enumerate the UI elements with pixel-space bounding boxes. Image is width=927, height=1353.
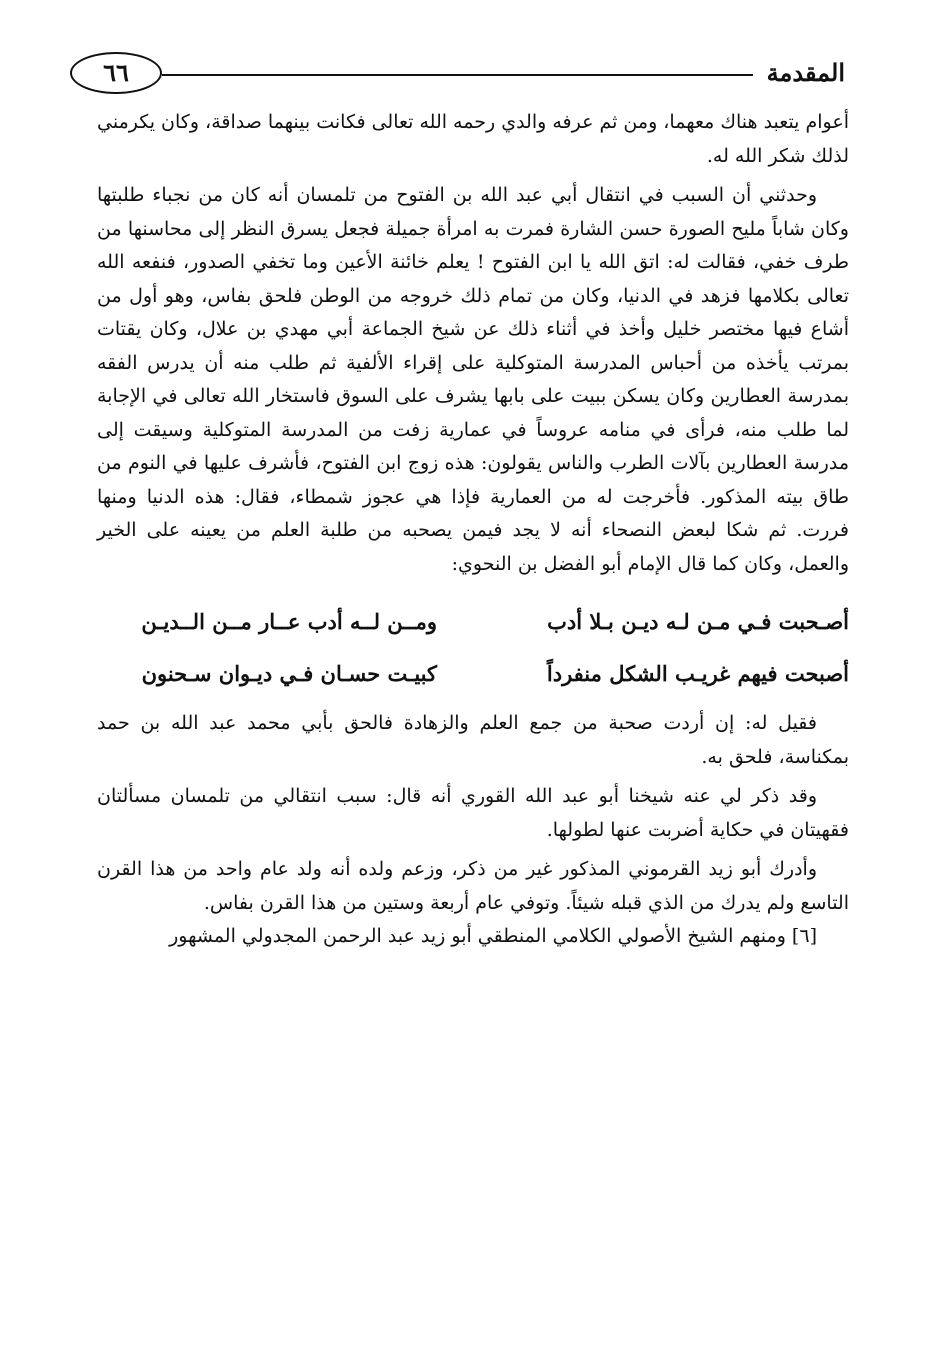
verse-second-hemistich: ومــن لــه أدب عــار مــن الــديـن xyxy=(141,608,437,634)
entry-start-paragraph: [٦] ومنهم الشيخ الأصولي الكلامي المنطقي أبو زيد عبد الرحمن المجدولي المشهور xyxy=(169,925,817,947)
running-header xyxy=(70,52,845,96)
paragraph: أعوام يتعبد هناك معهما، ومن ثم عرفه والدي رحمه الله تعالى فكانت بينهما صداقة، وكان يكرمني لذلك شكر الله له. xyxy=(97,111,849,167)
paragraph: وأدرك أبو زيد القرموني المذكور غير من ذكر، وزعم ولده أنه ولد عام واحد من هذا القرن التاسع ولم يدرك من الذي قبله شيئاً. وتوفي عام أربعة وستين من هذا القرن بفاس. xyxy=(97,858,849,914)
verse-second-hemistich: كبيـت حسـان فـي ديـوان سـحنون xyxy=(141,660,437,686)
poem xyxy=(97,595,849,699)
verse-first-hemistich: أصـحبت فـي مـن لـه ديـن بـلا أدب xyxy=(547,608,849,634)
header-rule xyxy=(162,74,753,76)
paragraph: فقيل له: إن أردت صحبة من جمع العلم والزهادة فالحق بأبي محمد عبد الله بن حمد بمكناسة، فلحق به. xyxy=(97,712,849,768)
section-title: المقدمة xyxy=(766,58,845,87)
poem-verse xyxy=(97,595,849,647)
verse-first-hemistich: أصبحت فيهم غريـب الشكل منفرداً xyxy=(546,660,849,686)
paragraph: وقد ذكر لي عنه شيخنا أبو عبد الله القوري أنه قال: سبب انتقالي من تلمسان مسألتان فقهيتان في حكاية أضربت عنها لطولها. xyxy=(97,785,849,841)
poem-verse xyxy=(97,647,849,699)
paragraph: وحدثني أن السبب في انتقال أبي عبد الله بن الفتوح من تلمسان أنه كان من نجباء طلبتها وكان شاباً مليح الصورة حسن الشارة فمرت به امرأة جميلة فجعل يسرق النظر إلى محاسنها من طرف خفي، فقالت له: اتق الله يا ابن الفتوح ! يعلم خائنة الأعين وما تخفي الصدور، فنفعه الله تعالى بكلامها فزهد في الدنيا، وكان من تمام ذلك خروجه من الوطن فلحق بفاس، وهو أول من أشاع فيها مختصر خليل وأخذ في أثناء ذلك عن شيخ الجماعة أبي مهدي بن علال، وكان يقتات بمرتب يأخذه من أحباس المدرسة المتوكلية على إقراء الألفية ثم طلب منه أن يدرس الفقه بمدرسة العطارين وكان يسكن ببيت على بابها يشرف على السوق فاستخار الله تعالى في الإجابة لما طلب منه، فرأى في منامه عروساً في عمارية زفت من المدرسة المتوكلية وسيقت إلى مدرسة العطارين بآلات الطرب والناس يقولون: هذه زوج ابن الفتوح، فأشرف عليها في النوم من طاق بيته المذكور. فأخرجت له من العمارية فإذا هي عجوز شمطاء، فقال: هذه الدنيا ومنها فررت. ثم شكا لبعض النصحاء أنه لا يجد فيمن يصحبه من طلبة العلم من يعينه على الخير والعمل، وكان كما قال الإمام أبو الفضل بن النحوي: xyxy=(97,184,849,575)
body-text xyxy=(97,106,849,954)
page-number: ٦٦ xyxy=(70,52,162,94)
